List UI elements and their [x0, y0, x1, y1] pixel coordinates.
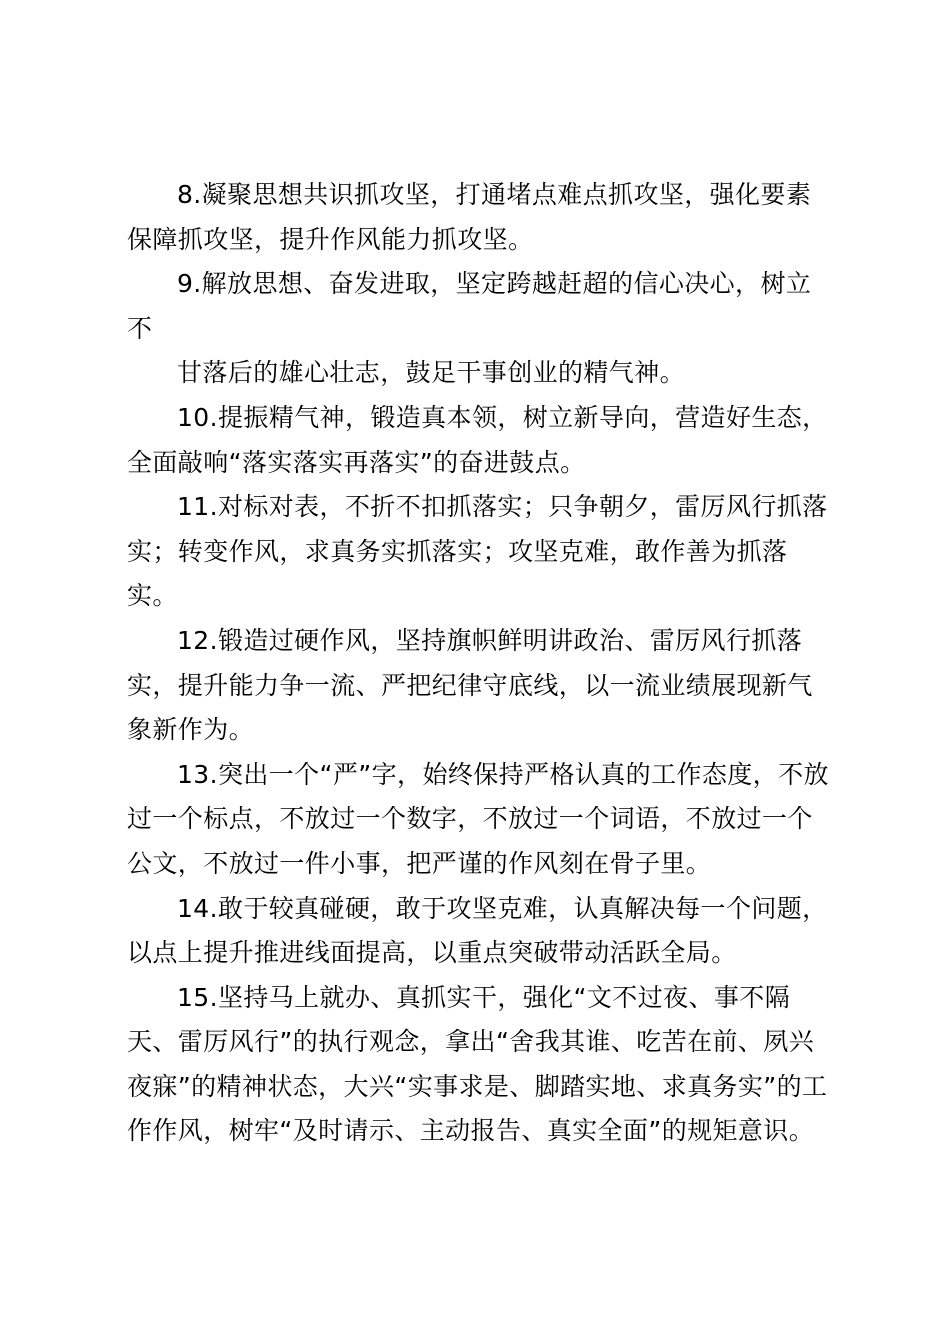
paragraph-line: 实；转变作风，求真务实抓落实；攻坚克难，敢作善为抓落 [127, 536, 788, 566]
paragraph-line: 以点上提升推进线面提高，以重点突破带动活跃全局。 [127, 938, 737, 968]
paragraph-line: 9.解放思想、奋发进取，坚定跨越赶超的信心决心，树立 [177, 269, 812, 299]
paragraph-9-continued [127, 351, 833, 396]
paragraph-line: 10.提振精气神，锻造真本领，树立新导向，营造好生态， [177, 402, 828, 432]
paragraph-11 [127, 485, 833, 619]
paragraph-8 [127, 173, 833, 262]
paragraph-line: 甘落后的雄心壮志，鼓足干事创业的精气神。 [177, 358, 686, 388]
paragraph-line: 15.坚持马上就办、真抓实干，强化“文不过夜、事不隔 [177, 982, 791, 1012]
paragraph-10 [127, 396, 833, 485]
paragraph-12 [127, 619, 833, 753]
paragraph-15 [127, 976, 833, 1154]
paragraph-line: 8.凝聚思想共识抓攻坚，打通堵点难点抓攻坚，强化要素 [177, 180, 812, 209]
paragraph-14 [127, 887, 833, 976]
paragraph-line: 夜寐”的精神状态，大兴“实事求是、脚踏实地、求真务实”的工 [127, 1071, 828, 1101]
paragraph-line: 14.敢于较真碰硬，敢于攻坚克难，认真解决每一个问题， [177, 893, 828, 923]
paragraph-9 [127, 262, 833, 351]
paragraph-line: 过一个标点，不放过一个数字，不放过一个词语，不放过一个 [127, 804, 813, 834]
paragraph-line: 公文，不放过一件小事，把严谨的作风刻在骨子里。 [127, 848, 712, 878]
paragraph-line: 实。 [127, 581, 178, 611]
paragraph-line: 不 [127, 313, 153, 343]
paragraph-line: 实，提升能力争一流、严把纪律守底线，以一流业绩展现新气 [127, 670, 813, 700]
paragraph-line: 天、雷厉风行”的执行观念，拿出“舍我其谁、吃苦在前、夙兴 [127, 1027, 815, 1057]
paragraph-line: 全面敲响“落实落实再落实”的奋进鼓点。 [127, 447, 586, 477]
paragraph-line: 13.突出一个“严”字，始终保持严格认真的工作态度，不放 [177, 759, 829, 789]
document-body [127, 173, 833, 1154]
paragraph-line: 12.锻造过硬作风，坚持旗帜鲜明讲政治、雷厉风行抓落 [177, 625, 803, 655]
paragraph-line: 11.对标对表，不折不扣抓落实；只争朝夕，雷厉风行抓落 [177, 492, 828, 522]
paragraph-line: 保障抓攻坚，提升作风能力抓攻坚。 [127, 224, 534, 254]
paragraph-line: 象新作为。 [127, 715, 255, 745]
paragraph-line: 作作风，树牢“及时请示、主动报告、真实全面”的规矩意识。 [127, 1116, 815, 1146]
paragraph-13 [127, 753, 833, 887]
